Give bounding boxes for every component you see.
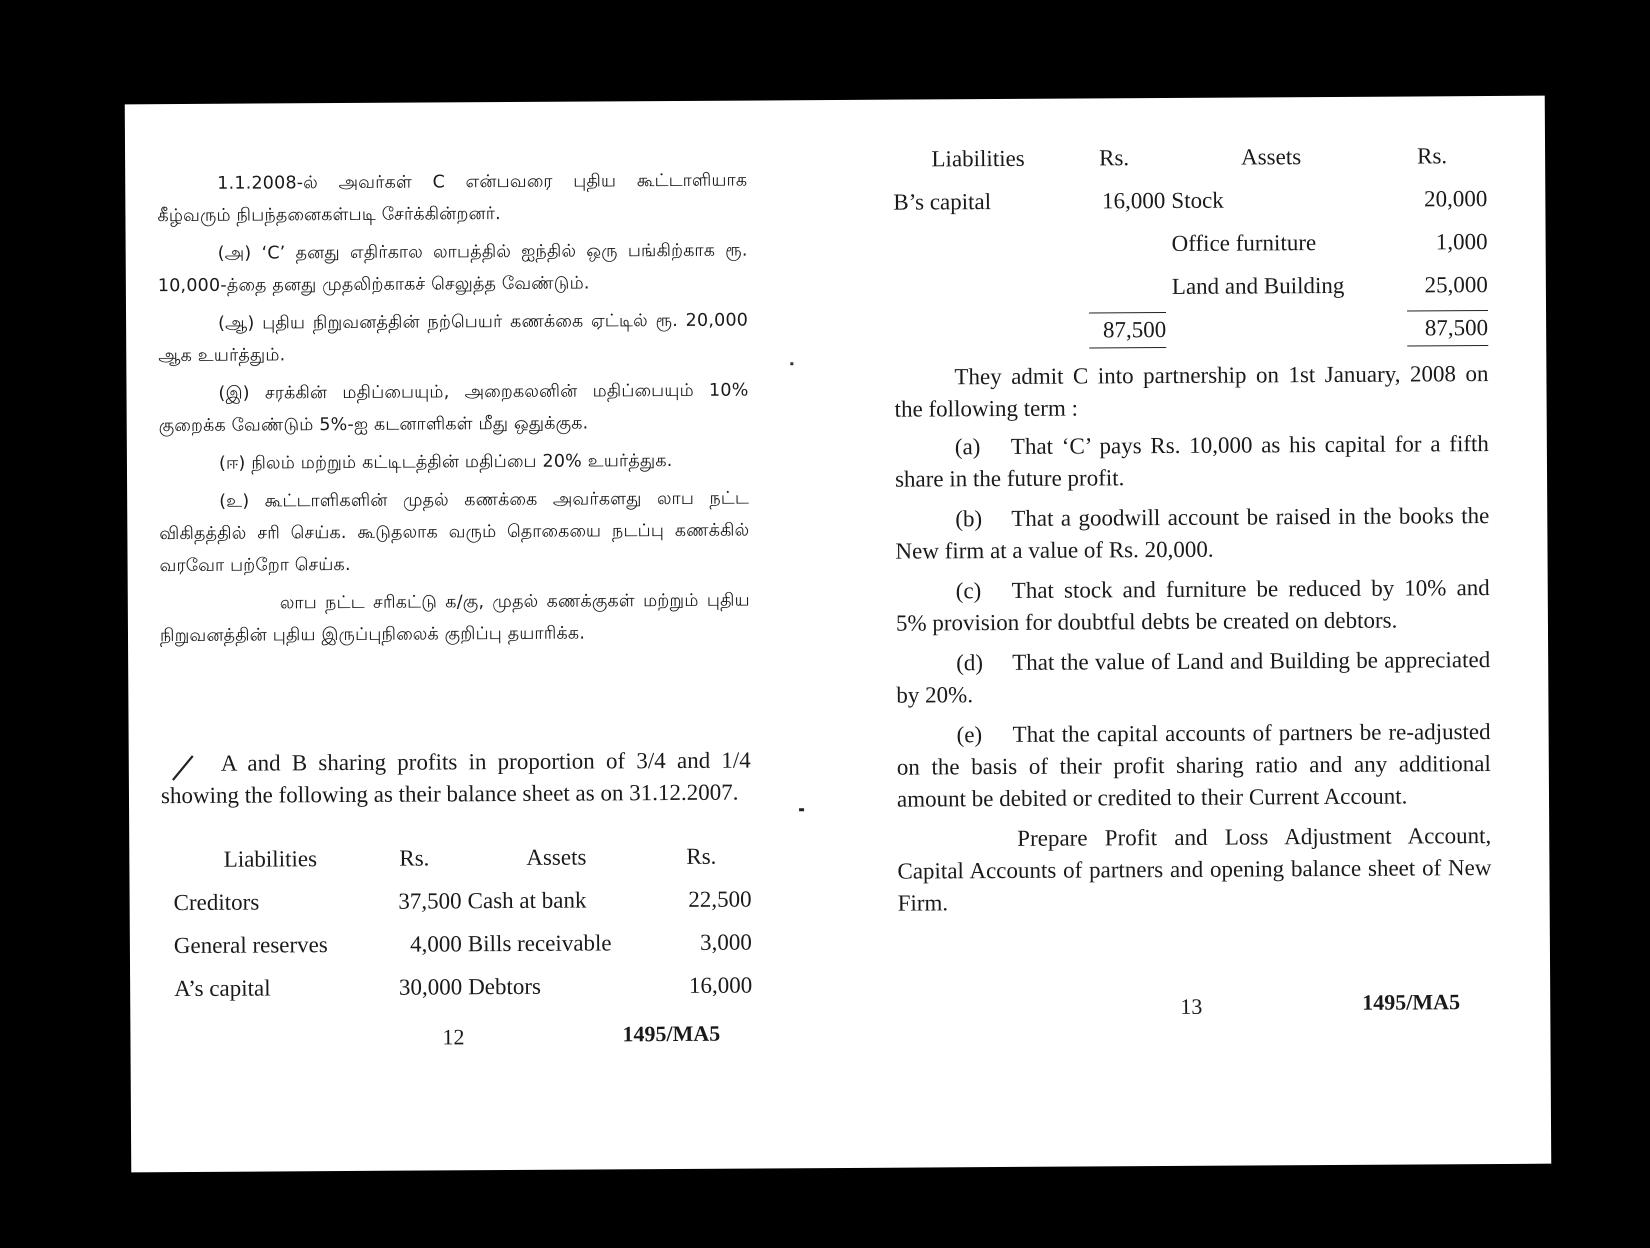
right-text-block (894, 358, 1491, 920)
term-text: That a goodwill account be raised in the books the New firm at a value of Rs. 20,000. (895, 503, 1490, 564)
balance-sheet-table-right (893, 134, 1488, 353)
liability-name: General reserves (173, 931, 328, 958)
table-header-row (173, 835, 751, 882)
header-rs: Rs. (1416, 142, 1448, 168)
asset-name: Stock (1171, 187, 1224, 213)
liability-amount: 30,000 (398, 973, 463, 1000)
asset-name: Office furniture (1171, 229, 1317, 256)
tamil-intro: 1.1.2008-ல் அவர்கள் C என்பவரை புதிய கூட்டாளியாக கீழ்வரும் நிபந்தனைகள்படி சேர்க்கின்றனர். (157, 170, 748, 227)
term-c (896, 572, 1490, 640)
term-label: (b) (955, 506, 983, 532)
admission-intro: They admit C into partnership on 1st January, 2008 on the following term : (894, 361, 1489, 422)
asset-name: Debtors (468, 973, 542, 999)
right-page (893, 96, 1540, 1168)
page-number: 13 (1180, 993, 1203, 1019)
header-liabilities: Liabilities (223, 845, 318, 872)
term-a (895, 428, 1489, 496)
asset-name: Cash at bank (467, 887, 587, 913)
term-e (897, 716, 1492, 816)
asset-amount: 22,500 (688, 886, 752, 912)
asset-name: Land and Building (1171, 272, 1345, 299)
liability-name: B’s capital (893, 188, 992, 215)
asset-name: Bills receivable (467, 929, 612, 956)
asset-amount: 3,000 (700, 929, 752, 955)
header-rs: Rs. (686, 843, 717, 869)
liability-amount (1064, 265, 1166, 309)
english-question-intro (161, 745, 751, 813)
table-total-row (894, 306, 1488, 353)
liability-amount (1063, 222, 1165, 266)
asset-amount: 25,000 (1424, 271, 1488, 297)
asset-amount: 16,000 (688, 972, 753, 998)
liability-amount: 4,000 (410, 930, 462, 957)
tamil-term-a: (அ) ‘C’ தனது எதிர்கால லாபத்தில் ஐந்தில் ஒரு பங்கிற்காக ரூ. 10,000-த்தை தனது முதலிற்காகச் செலுத்த வேண்டும். (157, 240, 748, 297)
term-text: That ‘C’ pays Rs. 10,000 as his capital for a fifth share in the future profit. (894, 431, 1489, 492)
prepare-instruction: Prepare Profit and Loss Adjustment Account, Capital Accounts of partners and opening balance sheet of New Firm. (897, 823, 1492, 916)
scanned-paper (125, 96, 1551, 1173)
tamil-term-aa: (ஆ) புதிய நிறுவனத்தின் நற்பெயர் கணக்கை ஏட்டில் ரூ. 20,000 ஆக உயர்த்தும். (158, 310, 749, 367)
header-rs: Rs. (1098, 144, 1130, 170)
scan-speck (790, 362, 793, 365)
empty-cell (1166, 307, 1378, 351)
term-d (896, 644, 1490, 712)
left-page (157, 100, 814, 1172)
table-row (174, 921, 752, 968)
liability-name: Creditors (173, 889, 260, 915)
table-row (893, 220, 1487, 267)
tamil-term-ii: (ஈ) நிலம் மற்றும் கட்டிடத்தின் மதிப்பை 20% உயர்த்துக. (218, 451, 673, 474)
total-liabilities: 87,500 (1089, 311, 1166, 347)
total-assets: 87,500 (1407, 310, 1488, 346)
tamil-text-block (157, 165, 750, 653)
term-text: That the capital accounts of partners be re-adjusted on the basis of their profit sharing ratio and any additional amount be debited or credited to their Current Account. (896, 719, 1491, 812)
term-label: (a) (954, 434, 981, 460)
header-assets: Assets (1240, 143, 1302, 170)
tamil-term-u: (உ) கூட்டாளிகளின் முதல் கணக்கை அவர்களது லாப நட்ட விகிதத்தில் சரி செய்க. கூடுதலாக வரும் தொகையை நடப்பு கணக்கில் வரவோ பற்றோ செய்க. (159, 488, 750, 577)
term-b (895, 500, 1489, 568)
term-text: That the value of Land and Building be appreciated by 20%. (896, 647, 1491, 708)
liability-amount: 37,500 (398, 887, 462, 914)
term-label: (e) (956, 722, 983, 748)
asset-amount: 1,000 (1435, 228, 1488, 254)
table-row (173, 878, 751, 925)
term-label: (d) (956, 650, 984, 676)
liability-amount: 16,000 (1102, 187, 1166, 213)
paper-code: 1495/MA5 (1362, 989, 1461, 1015)
paper-code: 1495/MA5 (622, 1020, 721, 1047)
tamil-instruction: லாப நட்ட சரிகட்டு க/கு, முதல் கணக்குகள் மற்றும் புதிய நிறுவனத்தின் புதிய இருப்புநிலைக் குறிப்பு தயாரிக்க. (159, 590, 750, 647)
term-label: (c) (955, 578, 982, 604)
liability-name: A’s capital (174, 974, 271, 1001)
balance-sheet-table-left (173, 835, 752, 1011)
liability-name (894, 266, 1064, 310)
table-header-row (893, 134, 1487, 181)
header-liabilities: Liabilities (931, 145, 1025, 171)
total-assets-cell (1378, 306, 1488, 350)
page-number: 12 (442, 1024, 465, 1050)
table-row (894, 263, 1488, 310)
header-rs: Rs. (399, 845, 430, 871)
tamil-term-i: (இ) சரக்கின் மதிப்பையும், அறைகலனின் மதிப்பையும் 10% குறைக்க வேண்டும் 5%-ஐ கடனாளிகள் மீது ஒதுக்குக. (158, 380, 749, 437)
asset-amount: 20,000 (1424, 185, 1488, 211)
question-intro-text: A and B sharing profits in proportion of 3/4 and 1/4 showing the following as their balance sheet as on 31.12.2007. (160, 747, 751, 809)
table-row (174, 964, 752, 1011)
scan-speck (799, 808, 804, 811)
liability-name (893, 223, 1063, 267)
total-liabilities-cell (1064, 308, 1166, 352)
table-row (893, 177, 1487, 224)
term-text: That stock and furniture be reduced by 10% and 5% provision for doubtful debts be created on debtors. (895, 575, 1490, 636)
empty-cell (894, 309, 1064, 353)
header-assets: Assets (526, 844, 587, 870)
